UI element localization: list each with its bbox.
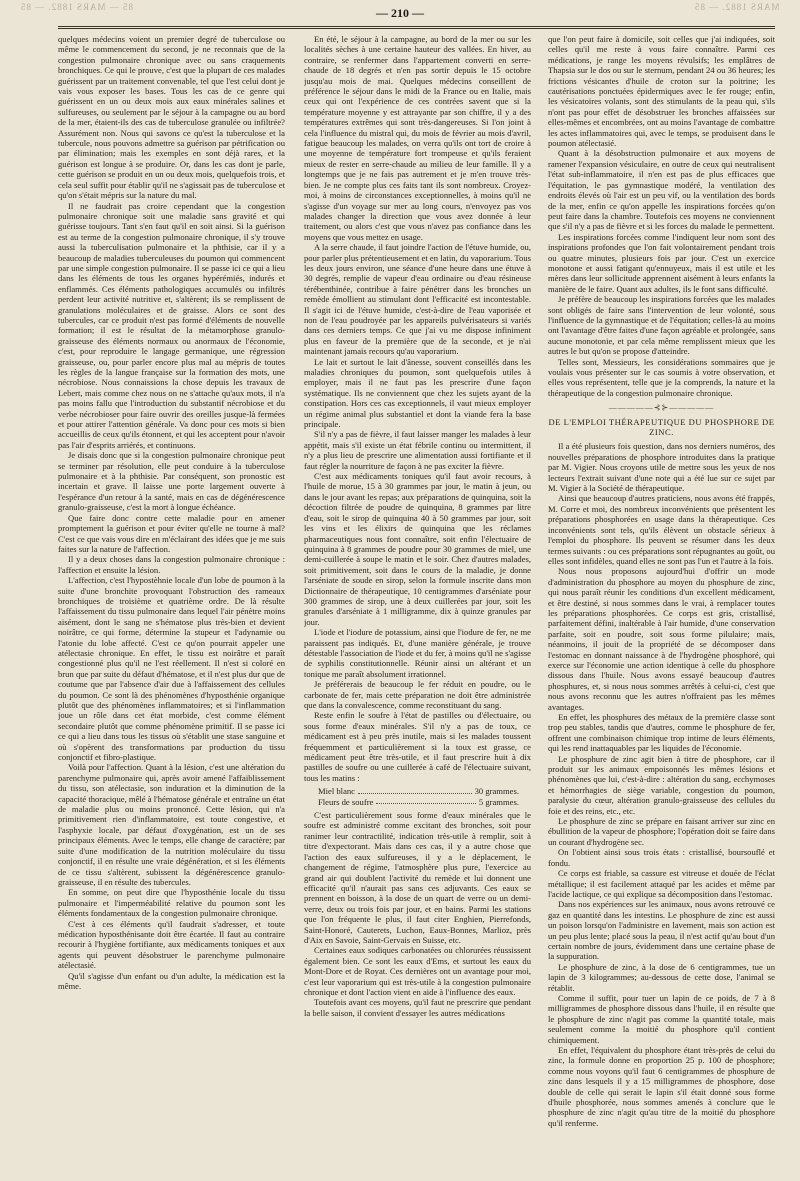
column-2 xyxy=(304,34,531,1174)
paragraph: En somme, on peut dire que l'hyposthénie locale du tissu pulmonaire et l'imperméabilité relative du poumon sont les éléments fondamentaux de la congestion pulmonaire chronique. xyxy=(58,887,285,919)
paragraph: Les inspirations forcées comme l'indiquent leur nom sont des inspirations profondes que l'on fait volontairement pendant trois ou quatre minutes, plusieurs fois par jour. C'est un exercice monotone et aussi fatigant qu'ennuyeux, mais il est utile et les mères dans leur sollicitude apprennent aisément à leurs enfants la manière de le faire. Quant aux adultes, ils le font sans difficulté. xyxy=(548,231,775,294)
recipe-quantity: 30 grammes. xyxy=(474,786,519,797)
paragraph: L'iode et l'iodure de potassium, ainsi que l'iodure de fer, ne me paraissent pas indiqués. Et, d'une manière générale, je trouve détestable l'association de l'iode et du fer, à moins qu'il ne s'agisse de syphilis constitutionnelle. Réunir ainsi un altérant et un tonique me paraît absolument irrationnel. xyxy=(304,627,531,679)
paragraph: Il a été plusieurs fois question, dans nos derniers numéros, des nouvelles préparations de phosphore introduites dans la pratique par M. Vigier. Nous croyons utile de mettre sous les yeux de nos lecteurs l'extrait suivant d'une note qui a été lue sur ce sujet par M. Vigier à la Société de thérapeutique. xyxy=(548,441,775,494)
page-number: — 210 — xyxy=(376,6,424,20)
bleed-through-left: 85 — MARS 1882. — 85 xyxy=(20,2,134,12)
paragraph: Dans nos expériences sur les animaux, nous avons retrouvé ce gaz en quantité dans les intestins. Le phosphure de zinc est aussi un poison lorsqu'on l'administre en lavement, mais son action est un peu plus lente; placé sous la peau, il n'est actif qu'au bout d'un certain nombre de jours, évidemment dans une certaine phase de la suppuration. xyxy=(548,899,775,962)
paragraph: Je disais donc que si la congestion pulmonaire chronique peut se terminer par résolution, elle peut conduire à la tuberculose pulmonaire et à la phthisie. Par conséquent, son pronostic est incertain et grave. Il laisse une porte largement ouverte à l'espérance d'un retour à la santé, mais en cas de dégénérescence granulo-graisseuse, c'est la mort à longue échéance. xyxy=(58,450,285,513)
recipe-item: Miel blanc xyxy=(318,786,355,797)
paragraph: En effet, l'équivalent du phosphore étant très-près de celui du zinc, la formule donne en proportion 25 p. 100 de phosphore; comme nous voyons qu'il faut 6 centigrammes de phosphure de zinc dans lesquels il y a 15 milligrammes de phosphore, dose double de celle qui serait le lapin s'il était donné sous forme d'huile phosphorée, nous sommes amenés à conclure que le phosphure de zinc n'agit qu'au titre de la moitié du phosphore qu'il renferme. xyxy=(548,1045,775,1128)
paragraph: C'est aux médicaments toniques qu'il faut avoir recours, à l'huile de morue, 15 à 30 grammes par jour, le matin à jeun, ou dans le jour avant les repas; aux préparations de quinquina, soit la décoction filtrée de poudre de quinquina, 8 grammes par litre d'eau, soit le sirop de quinquina 40 à 50 grammes par jour, soit les vins et les élixirs de quinquina que les réclames pharmaceutiques nous font connaître, soit enfin l'électuaire de quinquina à 8 grammes de poudre pour 30 grammes de miel, une demi-cuillerée à soupe le matin et le soir. Chez d'autres malades, soit primitivement, soit dans le cours de la maladie, je donne l'arséniate de soude en sirop, selon la formule inscrite dans mon Dictionnaire de thérapeutique, 10 centigrammes d'arséniate pour 300 grammes de sirop, une à deux cuillerées par jour, soit les granules d'arséniate à 1 milligramme, dix à quinze granules par jour. xyxy=(304,471,531,627)
paragraph: L'affection, c'est l'hypostèhnie locale d'un lobe de poumon à la suite d'une bronchite provoquant l'obstruction des rameaux bronchiques de troisième et quatrième ordre. De là résulte l'affaissement du tissu pulmonaire dans lequel l'air pénètre moins aisément, dont le sang ne s'hématose plus très-bien et devient noirâtre, ce qui forme, détermine la stupeur et l'adynamie ou l'atonie du lobe affecté. C'est ce qu'on pourrait appeler une atélectasie chronique. En effet, le tissu est noirâtre et paraît congestionné plus qu'il ne l'est réellement. Il n'est si coloré en brun que par suite du défaut d'hématose, et il n'est plus dur que de coutume que par l'absence d'air due à l'affaissement des cellules du poumon. Ce sont là des phénomènes d'hyposthénie organique plutôt que des phénomènes inflammatoires; et si l'inflammation joue un rôle dans cet état morbide, c'est comme élément secondaire plutôt que comme phénomène primitif. Il se passe ici ce qui a lieu dans tous les tissus où s'établit une stase sanguine et où s'opèrent des transformations par production du tissu conjonctif et fibro-plastique. xyxy=(58,575,285,763)
header-rule xyxy=(58,26,775,29)
paragraph: Voilà pour l'affection. Quant à la lésion, c'est une altération du parenchyme pulmonaire qui, après avoir amené l'affaiblissement du tissu, son atélectasie, son induration et la diminution de la capacité thoracique, mêlé à l'hématose générale et entraîne un état de maladie plus ou moins prononcé. Cette lésion, qui n'a primitivement rien d'inflammatoire, est toute congestive, et l'asphyxie locale, par défaut d'oxygénation, est un de ses principaux éléments. Avec le temps, elle change de caractère; par suite d'une modification de la nutrition moléculaire du tissu conjonctif, il en résulte une vraie dégénération, et si les éléments de ce tissu s'altèrent, subissent la dégénérescence granulo-graisseuse, il en résulte des tubercules. xyxy=(58,762,285,887)
paragraph: On l'obtient ainsi sous trois états : cristallisé, boursouflé et fondu. xyxy=(548,847,775,868)
paragraph: Ce corps est friable, sa cassure est vitreuse et douée de l'éclat métallique; il est facilement attaqué par les acides et même par l'acide lactique, ce qui explique sa décomposition dans l'estomac. xyxy=(548,868,775,899)
paragraph: A la serre chaude, il faut joindre l'action de l'étuve humide, ou, pour parler plus prétentieusement et en latin, du vaporarium. Tous les deux jours environ, une séance d'une heure dans une étuve à 30 degrés, remplie de vapeur d'eau ordinaire ou d'eau résineuse térébenthinée, contribue à faire pénétrer dans les bronches un remède émollient au stimulant dont l'efficacité est incontestable. Il s'agit ici de l'étuve humide, c'est-à-dire de l'eau vaporisée et non de l'eau poudroyée par les appareils pulvérisateurs si variés dans ces derniers temps. Ce que j'ai vu me dispose infiniment plus en faveur de la première que de la seconde, et je n'ai maintenant jamais recours qu'au vaporarium. xyxy=(304,242,531,357)
paragraph: Ainsi que beaucoup d'autres praticiens, nous avons été frappés, M. Corre et moi, des nombreux inconvénients que présentent les préparations phosphorées en usage dans la thérapeutique. Ces inconvénients sont tels, qu'ils élèvent un obstacle sérieux à l'emploi du phosphore. Ils peuvent se résumer dans les deux termes suivants : ou ces préparations sont répugnantes au goût, ou elles sont infidèles, quand elles ne sont pas l'un et l'autre à la fois. xyxy=(548,493,775,566)
paragraph: Nous nous proposons aujourd'hui d'offrir un mode d'administration du phosphore au moyen du phosphure de zinc, qui nous paraît réunir les conditions d'un excellent médicament, et être destiné, si nous sommes dans le vrai, à remplacer toutes les préparations phosphorées. Ce corps est gris, cristallisé, parfaitement défini, inaltérable à l'air humide, d'une conservation parfaite, soit en poudre, soit sous forme pilulaire; mais, néanmoins, il jouit de la propriété de se décomposer dans l'estomac en donnant naissance à de l'hydrogène phosphoré, qui exerce sur l'économie une action identique à celle du phosphore dissous dans l'huile. Nous avons essayé beaucoup d'autres phosphures, et, si nous nous sommes arrêtés à celui-ci, c'est que nous avons reconnu que les autres n'offraient pas les mêmes avantages. xyxy=(548,566,775,712)
bleed-through-right: MARS 1882. — 85 xyxy=(694,2,780,12)
column-3 xyxy=(548,34,775,1174)
paragraph: que l'on peut faire à domicile, soit celles que j'ai indiquées, soit celles qu'il me reste à vous faire connaître. Parmi ces médications, je range les moyens révulsifs; les emplâtres de Thapsia sur le dos ou sur le sternum, pendant 24 ou 36 heures; les frictions vésicantes d'huile de croton sur la poitrine; les cautérisations ponctuées épidermiques avec le fer rouge; enfin, les vésicatoires volants, sont des stimulants de la peau qui, s'ils n'ont pas pour effet de désobstruer les bronches affaissées sur elles-mêmes et encombrées, ont au moins l'avantage de combattre les actes inflammatoires qui, avec le temps, se produisent dans le poumon atélectasié. xyxy=(548,34,775,149)
paragraph: En été, le séjour à la campagne, au bord de la mer ou sur les localités sèches à une certaine hauteur des vallées. En hiver, au contraire, se renfermer dans l'appartement converti en serre-chaude de 18 degrés et n'en pas sortir depuis le 15 octobre jusqu'au mois de mai. Quelques médecins conseillent de préférence le séjour dans le midi de la France ou en Italie, mais ceux qui ont l'expérience de ces contrées savent que si la température moyenne y est attrayante par son chiffre, il y a des températures extrêmes qui sont très-dangereuses. Si l'on joint à cela l'influence du mistral qui, du mois de février au mois d'avril, fatigue beaucoup les malades, on verra qu'ils ont tort de croire à une moyenne de température fort trompeuse et qu'ils feraient mieux de rester en serre-chaude au milieu de leur famille. Il y a longtemps que je ne fais pas autrement et je m'en trouve très-bien. Je ne compte plus ces faits tant ils sont nombreux. Croyez-moi, à moins de circonstances exceptionnelles, à moins qu'il ne s'agisse d'un voyage sur mer au long cours, n'envoyez pas vos malades changer la direction que vous avez donnée à leur traitement, ou alors c'est que vous n'avez pas confiance dans les moyens que vous mettez en usage. xyxy=(304,34,531,242)
paragraph: quelques médecins voient un premier degré de tuberculose ou même le commencement du second, je ne reconnais que de la congestion pulmonaire chronique avec ou sans craquements bronchiques. Ce qui le prouve, c'est que la plupart de ces malades guérissent par un traitement convenable, tel que l'est celui dont je vais vous exposer les bases. Tous les cas de ce genre qui guérissent en un ou deux mois aux eaux minérales salines et sulfureuses, ou seulement par le séjour à la campagne ou au bord de la mer, étaient-ils des cas de tuberculose granulée ou infiltrée? Assurément non. Nous qui savons ce qu'est la tuberculose et la tubercule, nous pouvons admettre sa guérison par pétrification ou par élimination; mais les exemples en sont déjà rares, et la guérison est longue à se produire. Or, dans les cas dont je parle, cette guérison se produit en un ou deux mois, quelquefois trois, et cela seul suffit pour établir qu'il ne s'agissait pas de tuberculose et qu'on s'était mépris sur la nature du mal. xyxy=(58,34,285,201)
paragraph: Il ne faudrait pas croire cependant que la congestion pulmonaire chronique soit une maladie sans gravité et qui guérisse toujours. Tant s'en faut qu'il en soit ainsi. Si la guérison est au terme de la congestion pulmonaire chronique, il s'y trouve aussi la tuberculisation pulmonaire et la phthisie, car il y a beaucoup de maladies tuberculeuses du poumon qui commencent par une simple congestion pulmonaire. Il se passe ici ce qui a lieu dans les éléments de tous les organes hypérémiés, indurés et enflammés. Ces éléments pathologiques accumulés ou infiltrés perdent leur activité nutritive et, s'altèrent; ils se remplissent de granulations moléculaires et de graisse. Alors ce sont des tubercules, car ce produit n'est pas formé d'éléments de nouvelle formation; il est le résultat de la métamorphose granulo-graisseuse des éléments normaux ou anormaux de l'économie, c'est, pour reproduire le langage germanique, une régression graisseuse, ou, pour parler encore plus mal au mépris de toutes les règles de la langue française sur la formation des mots, une nécrobiose. Nous connaissions la chose depuis les travaux de Lebert, mais comme chez nous on ne s'attache qu'aux mots, il n'a pas moins fallu que l'introduction du substantif nécrobiose et du verbe nécrobioser pour faire ouvrir des oreilles jusque-là fermées et pour attirer l'attention générale. Va donc pour ces mots si bien accueillis de ceux qu'ils étonnent, et qui les acceptent pour n'avoir pas l'air d'esprits arriérés, et continuons. xyxy=(58,200,285,450)
paragraph: Je préférerais de beaucoup le fer réduit en poudre, ou le carbonate de fer, mais cette préparation ne doit être administrée que dans la convalescence, comme reconstituant du sang. xyxy=(304,679,531,710)
recipe xyxy=(318,786,531,807)
recipe-quantity: 5 grammes. xyxy=(478,796,519,807)
paragraph: Que faire donc contre cette maladie pour en amener promptement la guérison et pour éviter qu'elle ne tourne à mal? C'est ce que vais vous dire en m'éclairant des idées que je me suis faites sur la nature de l'affection. xyxy=(58,512,285,554)
paragraph: En effet, les phosphures des métaux de la première classe sont trop peu stables, tandis que d'autres, comme le phosphure de fer, offrent une combinaison chimique trop intime de leurs éléments, qui les rend inattaquables par les liquides de l'économie. xyxy=(548,712,775,754)
paragraph: Le phosphure de zinc agit bien à titre de phosphore, car il produit sur les animaux empoisonnés les mêmes lésions et phénomènes que lui, c'est-à-dire : altération du sang, ecchymoses et hémorrhagies de siège variable, congestion du poumon, paralysie du cœur, altération granulo-graisseuse des cellules du foie et des reins, etc., etc. xyxy=(548,753,775,816)
section-separator: —————⊰⊱————— xyxy=(608,403,715,413)
paragraph: C'est à ces éléments qu'il faudrait s'adresser, et toute médication hyposthénisante doit être écartée. Il faut au contraire recourir à l'hygiène fortifiante, aux médicaments toniques et aux agents qui peuvent désobstruer le parenchyme pulmonaire atélectasié. xyxy=(58,918,285,971)
paragraph: Quant à la désobstruction pulmonaire et aux moyens de ramener l'expansion vésiculaire, en outre de ceux qui neutralisent l'état sub-inflammatoire, il n'en est pas de plus efficaces que l'équitation, le pas gymnastique modéré, la ventilation des endroits élevés où l'air est un peu vif, ou la ventilation des bords de la mer, enfin ce qu'on appelle les inspirations forcées qu'on peut faire dans la chambre. Toutefois ces moyens ne conviennent que s'il n'y a pas de fièvre et si les forces du malade le permettent. xyxy=(548,148,775,232)
paragraph: Reste enfin le soufre à l'état de pastilles ou d'électuaire, ou sous forme d'eaux minérales. S'il n'y a pas de toux, ce médicament est à peu près inutile, mais si les malades toussent fréquemment et particulièrement si la toux est grasse, ce médicament peut être très-utile, et il faut prescrire huit à dix pastilles de soufre ou une cuillerée à café de l'électuaire suivant, tous les matins : xyxy=(304,710,531,783)
paragraph: Le phosphure de zinc, à la dose de 6 centigrammes, tue un lapin de 3 kilogrammes; au-dessous de cette dose, l'animal se rétablit. xyxy=(548,961,775,993)
leader-dots xyxy=(376,797,476,804)
recipe-item: Fleurs de soufre xyxy=(318,796,374,807)
paragraph: Comme il suffit, pour tuer un lapin de ce poids, de 7 à 8 milligrammes de phosphore dissous dans l'huile, il en résulte que le phosphure de zinc n'agit pas comme la quantité totale, mais seulement comme la moitié du phosphore qu'il contient chimiquement. xyxy=(548,992,775,1045)
paragraph: Toutefois avant ces moyens, qu'il faut ne prescrire que pendant la belle saison, il convient d'essayer les autres médications xyxy=(304,997,531,1018)
recipe-row xyxy=(318,786,531,796)
paragraph: Je préfère de beaucoup les inspirations forcées que les malades sont obligés de faire sans l'intervention de leur volonté, sous l'influence de la gymnastique et de l'équitation; celles-là au moins ont l'avantage d'être faites d'une façon agréable et prolongée, sans aucune monotonie, et par cela même remplissent mieux que les autres le but qu'on se propose d'atteindre. xyxy=(548,294,775,357)
leader-dots xyxy=(358,786,472,793)
recipe-row xyxy=(318,797,531,807)
paragraph: S'il n'y a pas de fièvre, il faut laisser manger les malades à leur appétit, mais s'il existe un état fébrile continu ou intermittent, il n'y a plus lieu de prescrire une alimentation aussi fortifiante et il faut régler la nourriture de façon à ne pas exciter la fièvre. xyxy=(304,429,531,471)
paragraph: Le lait et surtout le lait d'ânesse, souvent conseillés dans les maladies chroniques du poumon, sont quelquefois utiles à employer, mais il ne faut pas les prescrire d'une façon systématique. Ils ne conviennent que chez les sujets ayant de la constipation. Hors ces cas exceptionnels, il vaut mieux employer un régime animal plus substantiel et dont la viande fera la base principale. xyxy=(304,356,531,430)
paragraph: Il y a deux choses dans la congestion pulmonaire chronique : l'affection et ensuite la lésion. xyxy=(58,554,285,575)
article-heading: DE L'EMPLOI THÉRAPEUTIQUE DU PHOSPHORE DE ZINC. xyxy=(548,416,775,438)
paragraph: Certaines eaux sodiques carbonatées ou chlorurées réussissent également bien. Ce sont les eaux d'Ems, et surtout les eaux du Mont-Dore et de Royat. Ces dernières ont un avantage pour moi, c'est leur vaporarium qui est très-utile à la congestion pulmonaire chronique et dont l'action vient en aide à l'influence des eaux. xyxy=(304,945,531,997)
column-1 xyxy=(58,34,285,1174)
paragraph: C'est particulièrement sous forme d'eaux minérales que le soufre est administré comme excitant des bronches, soit pour ranimer leur contractilité, indication très-utile à remplir, soit à titre d'expectorant. Mais dans ces cas, il y a autre chose que l'action des eaux sulfureuses, il y a le déplacement, le changement de régime, l'atmosphère plus pure, l'exercice au grand air qui doublent l'activité du remède et lui donnent une efficacité qu'il n'aurait pas sans ces adjuvants. Ces eaux se prennent en boisson, à la dose de un quart de verre ou un demi-verre, deux ou trois fois par jour, et en bains. Parmi les stations que l'on fréquente le plus, il faut citer Enghien, Pierrefonds, Saint-Honoré, Cauterets, Luchon, Eaux-Bonnes, Marlioz, près d'Aix en Savoie, Saint-Gervais en Suisse, etc. xyxy=(304,810,531,945)
paragraph: Qu'il s'agisse d'un enfant ou d'un adulte, la médication est la même. xyxy=(58,970,285,991)
paragraph: Telles sont, Messieurs, les considérations sommaires que je voulais vous présenter sur le cas soumis à votre observation, et elles vous représentent, telle que je la comprends, la nature et la thérapeutique de la congestion pulmonaire chronique. xyxy=(548,356,775,398)
paragraph: Le phosphure de zinc se prépare en faisant arriver sur zinc en ébullition de la vapeur de phosphore; l'opération doit se faire dans un courant d'hydrogène sec. xyxy=(548,816,775,847)
